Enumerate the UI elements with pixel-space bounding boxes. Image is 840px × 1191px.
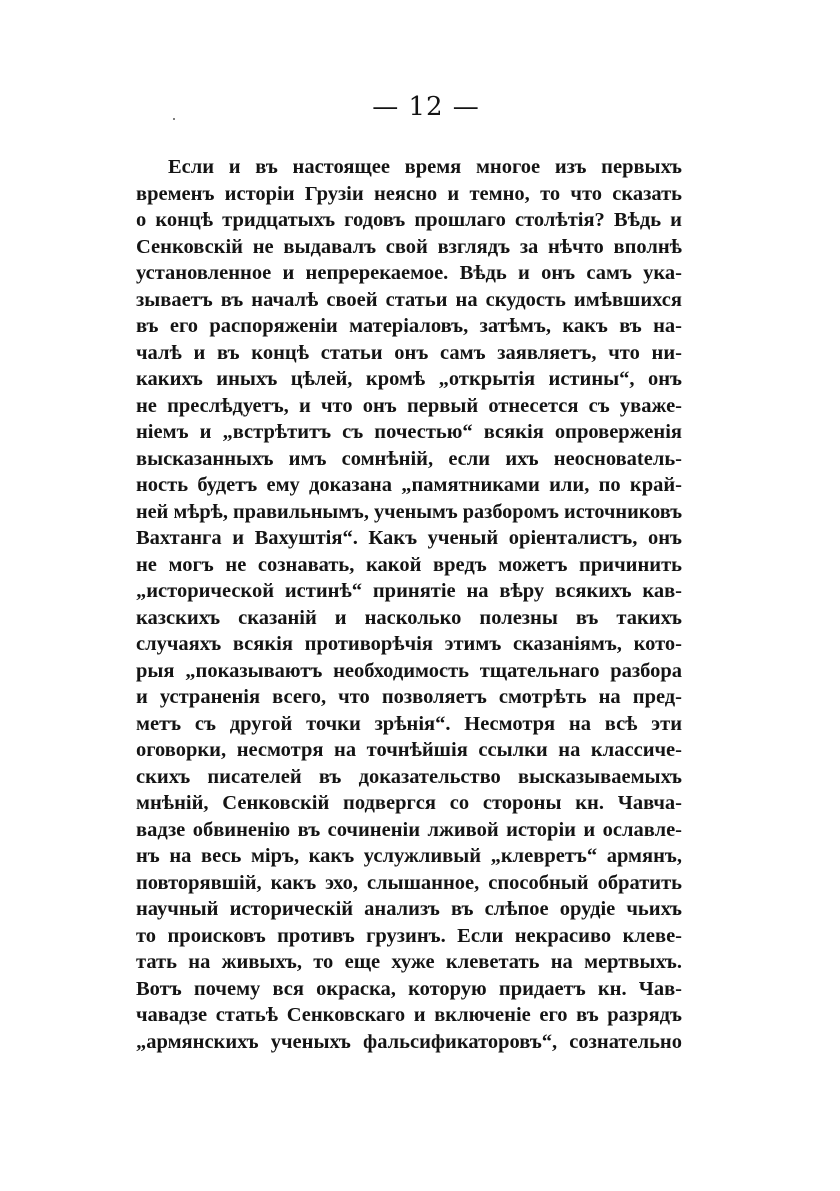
text-line: ніемъ и „встрѣтитъ съ почестью“ всякія опроверженія [136,421,682,443]
text-line: временъ исторіи Грузіи неясно и темно, то что сказать [136,182,682,205]
text-line: установленное и непререкаемое. Вѣдь и онъ самъ ука- [136,262,682,284]
page-number: — 12 — [372,92,480,122]
text-line: научный историческій анализъ въ слѣпое орудіе чьихъ [136,898,682,920]
body-paragraph [136,154,682,1055]
text-line: скихъ писателей въ доказательство высказываемыхъ [136,765,682,788]
text-line: то происковъ противъ грузинъ. Если некрасиво клеве- [136,924,682,947]
text-line: какихъ иныхъ цѣлей, кромѣ „открытія истины“, онъ [136,368,682,390]
text-line: случаяхъ всякія противорѣчія этимъ сказаніямъ, кото- [136,633,682,655]
text-line: тать на живыхъ, то еще хуже клеветать на мертвыхъ. [136,951,682,973]
text-line: не преслѣдуетъ, и что онъ первый отнесется съ уваже- [136,394,682,417]
text-line: казскихъ сказаній и насколько полезны въ такихъ [136,606,682,629]
text-line: не могъ не сознавать, какой вредъ можетъ причинить [136,553,682,576]
text-line: Вахтанга и Вахуштія“. Какъ ученый оріенталистъ, онъ [136,527,682,549]
text-line: мнѣній, Сенковскій подвергся со стороны кн. Чавча- [136,792,682,814]
text-line: Вотъ почему вся окраска, которую придаетъ кн. Чав- [136,977,682,1000]
text-line: оговорки, несмотря на точнѣйшія ссылки на классиче- [136,739,682,761]
text-line: зываетъ въ началѣ своей статьи на скудость имѣвшихся [136,288,682,311]
text-line: ность будетъ ему доказана „памятниками или, по край- [136,474,682,496]
text-line: о концѣ тридцатыхъ годовъ прошлаго столѣтія? Вѣдь и [136,209,682,231]
text-line: Если и въ настоящее время многое изъ первыхъ [168,156,682,178]
text-line: ней мѣрѣ, правильнымъ, ученымъ разборомъ источниковъ [136,500,682,523]
text-line: рыя „показываютъ необходимость тщательнаго разбора [136,659,682,682]
text-line: „армянскихъ ученыхъ фальсификаторовъ“, сознательно [136,1030,682,1053]
text-line: чалѣ и въ концѣ статьи онъ самъ заявляетъ, что ни- [136,341,682,364]
text-line: высказанныхъ имъ сомнѣній, если ихъ неосновatель- [136,447,682,470]
text-line: въ его распоряженіи матеріаловъ, затѣмъ, какъ въ на- [136,315,682,337]
text-line: и устраненія всего, что позволяетъ смотрѣть на пред- [136,686,682,708]
text-line: метъ съ другой точки зрѣнія“. Несмотря на всѣ эти [136,712,682,735]
text-line: чавадзе статьѣ Сенковскаго и включеніе его въ разрядъ [136,1004,682,1026]
text-line: „исторической истинѣ“ принятіе на вѣру всякихъ кав- [136,580,682,602]
text-line: вадзе обвиненію въ сочиненіи лживой исторіи и ославле- [136,818,682,841]
text-line: повторявшій, какъ эхо, слышанное, способный обратить [136,871,682,894]
text-line: нъ на весь міръ, какъ услужливый „клевретъ“ армянъ, [136,845,682,867]
text-line: Сенковскій не выдавалъ свой взглядъ за нѣчто вполнѣ [136,235,682,258]
